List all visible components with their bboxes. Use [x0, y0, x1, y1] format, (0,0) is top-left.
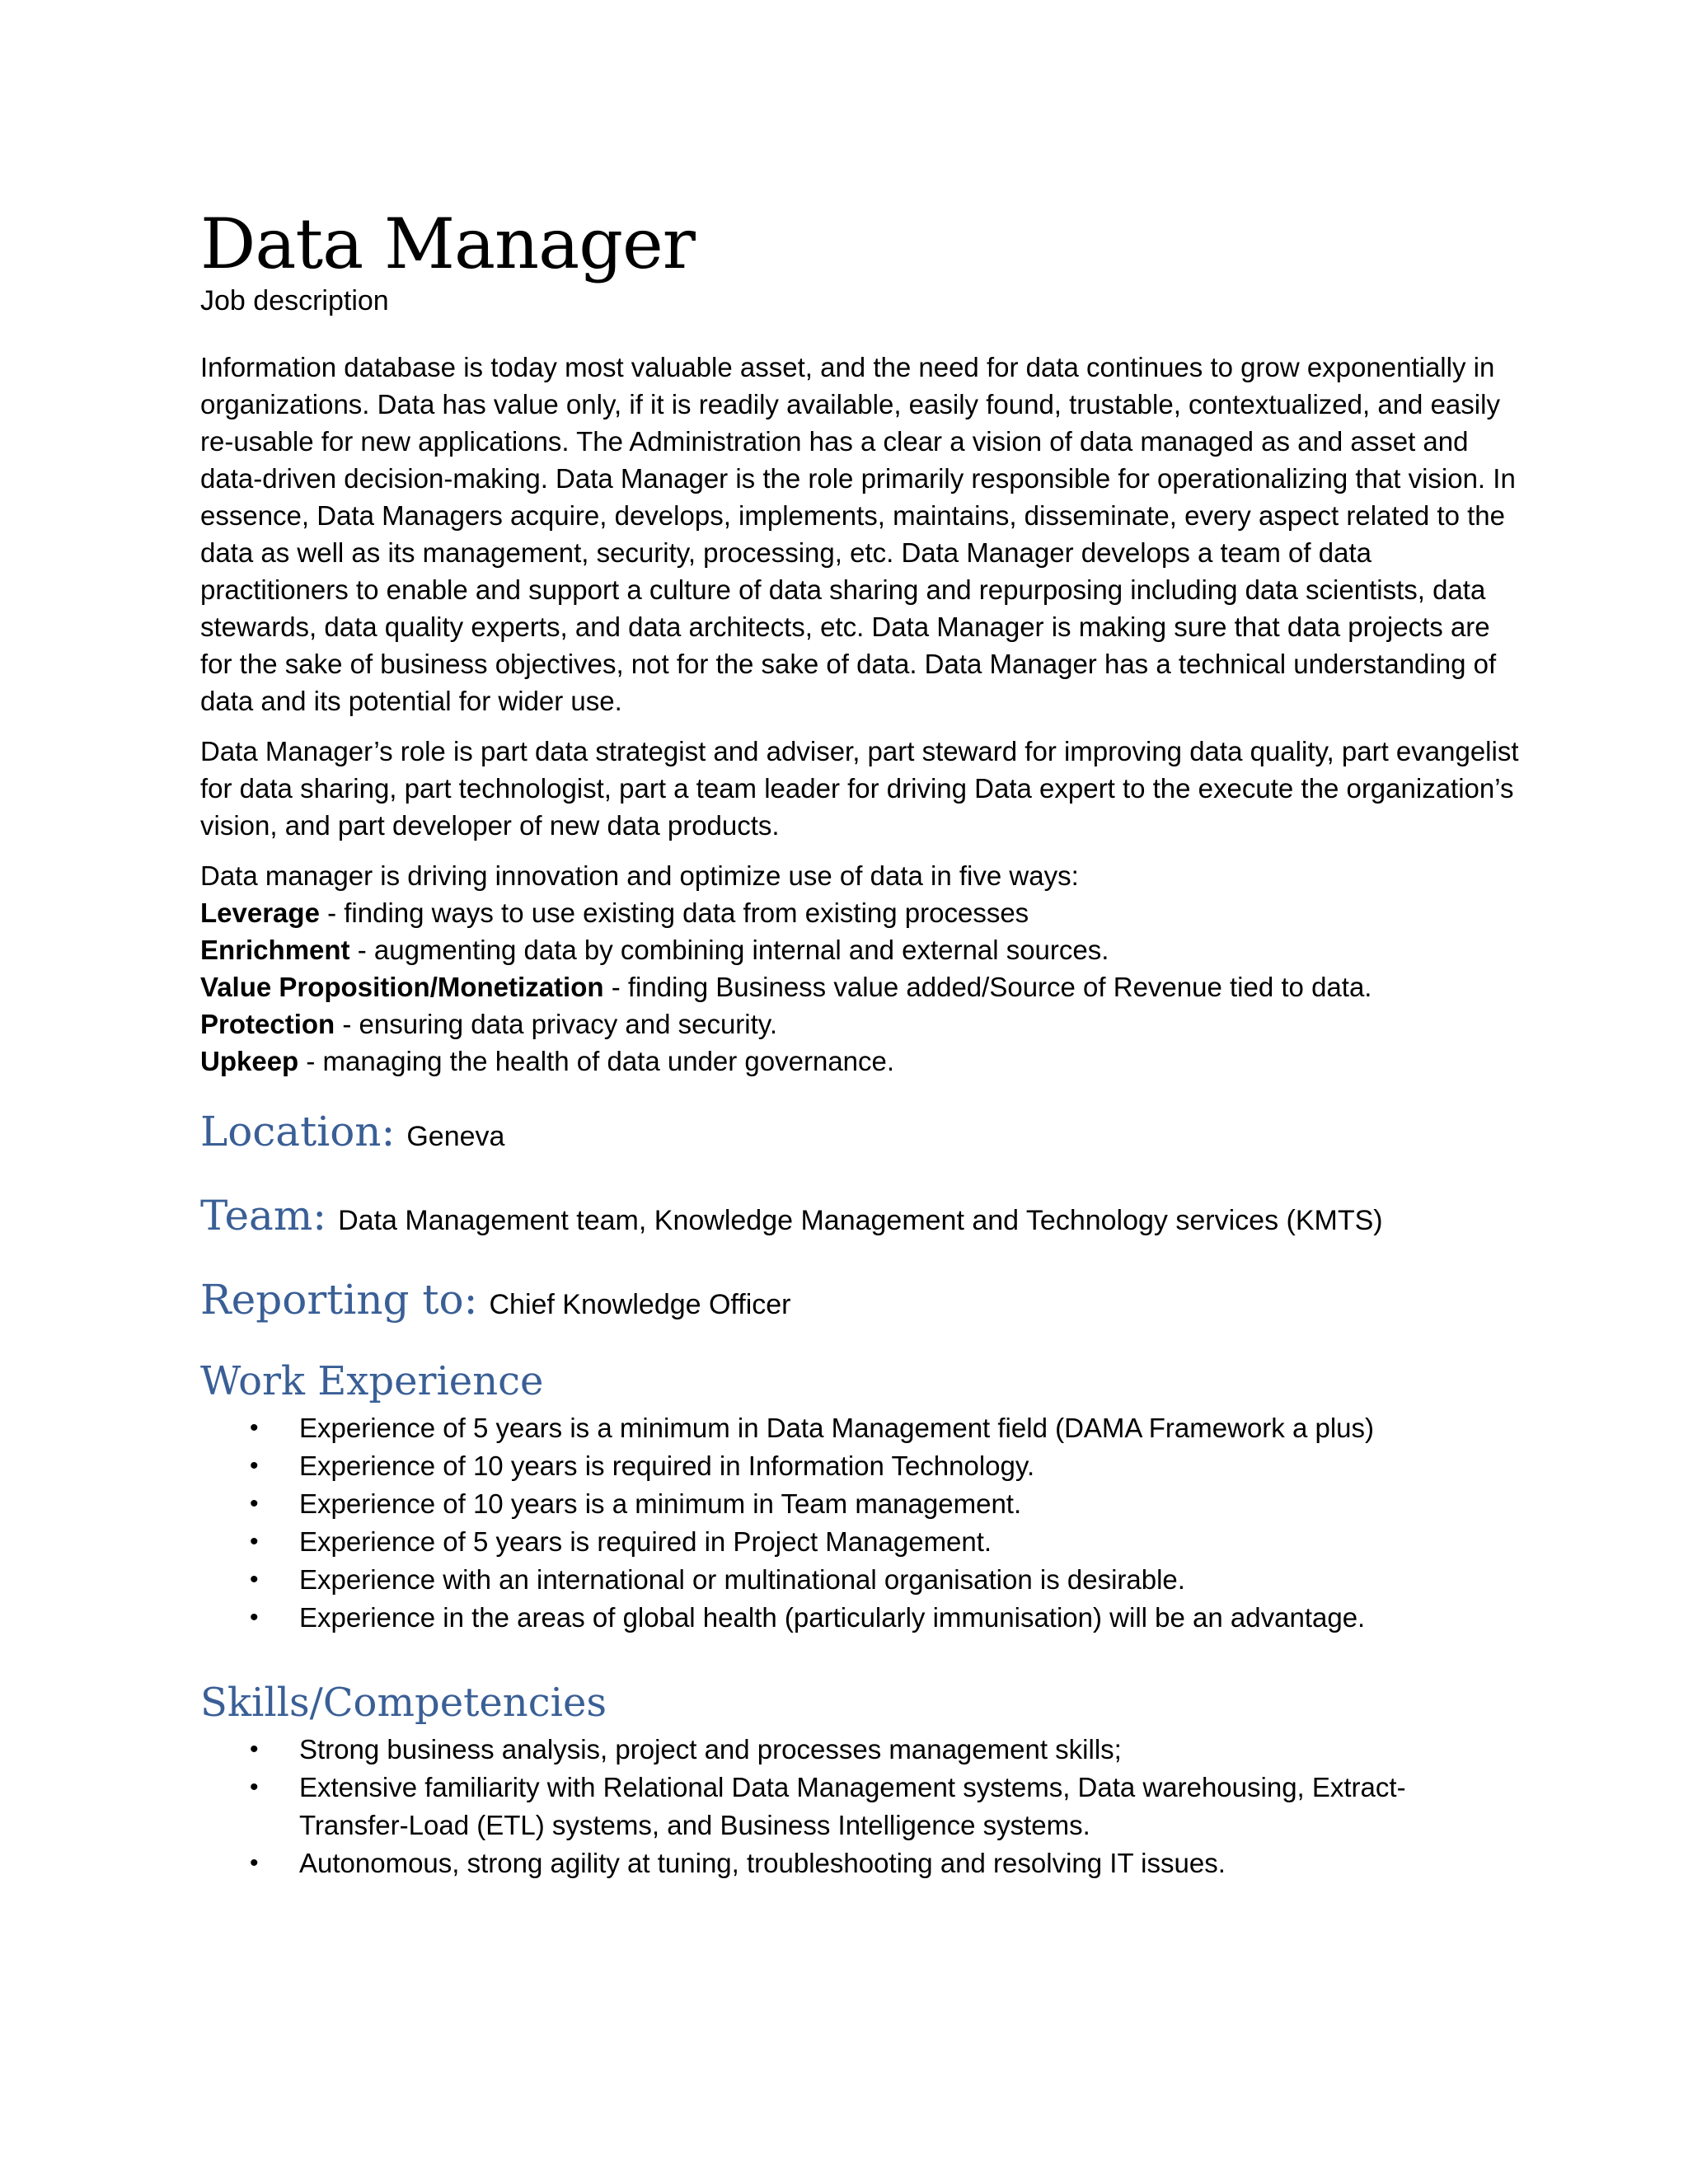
list-item-text: Extensive familiarity with Relational Data Management systems, Data warehousing, Extract-Transfer-Load (ETL) systems, and Business Intelligence systems. [299, 1772, 1406, 1840]
list-item [250, 1409, 1523, 1447]
list-item [250, 1599, 1523, 1637]
list-item [250, 1731, 1523, 1769]
way-item-leverage [200, 894, 1523, 931]
list-item [250, 1769, 1523, 1844]
role-paragraph: Data Manager’s role is part data strategist and adviser, part steward for improving data quality, part evangelist for data sharing, part technologist, part a team leader for driving Data expert to the execute the organization’s vision, and part developer of new data products. [200, 736, 1519, 841]
location-label: Location: [200, 1108, 396, 1155]
skills-list [200, 1731, 1523, 1882]
list-item-text: Autonomous, strong agility at tuning, troubleshooting and resolving IT issues. [299, 1848, 1226, 1878]
skills-heading: Skills/Competencies [200, 1680, 607, 1726]
page-title: Data Manager [200, 204, 695, 284]
bullet-icon: • [250, 1528, 259, 1555]
way-item-upkeep [200, 1043, 1523, 1080]
way-term: Enrichment [200, 935, 350, 965]
reporting-value: Chief Knowledge Officer [489, 1289, 791, 1320]
list-item-text: Strong business analysis, project and processes management skills; [299, 1734, 1122, 1765]
work-experience-list [200, 1409, 1523, 1637]
work-experience-heading: Work Experience [200, 1358, 544, 1404]
list-item-text: Experience in the areas of global health (particularly immunisation) will be an advantage. [299, 1602, 1366, 1633]
intro-paragraph: Information database is today most valuable asset, and the need for data continues to grow exponentially in organizations. Data has value only, if it is readily available, easily found, trustable, contextualized, and easily re-usable for new applications. The Administration has a clear a vision of data managed as and asset and data-driven decision-making. Data Manager is the role primarily responsible for operationalizing that vision. In essence, Data Managers acquire, develops, implements, maintains, disseminate, every aspect related to the data as well as its management, security, processing, etc. Data Manager develops a team of data practitioners to enable and support a culture of data sharing and repurposing including data scientists, data stewards, data quality experts, and data architects, etc. Data Manager is making sure that data projects are for the sake of business objectives, not for the sake of data. Data Manager has a technical understanding of data and its potential for wider use. [200, 352, 1516, 716]
bullet-icon: • [250, 1604, 259, 1631]
team-label: Team: [200, 1192, 327, 1240]
bullet-icon: • [250, 1774, 259, 1801]
bullet-icon: • [250, 1566, 259, 1593]
way-desc: - managing the health of data under governance. [298, 1046, 895, 1076]
bullet-icon: • [250, 1849, 259, 1877]
way-desc: - finding ways to use existing data from existing processes [319, 898, 1029, 928]
way-term: Leverage [200, 898, 320, 928]
ways-intro: Data manager is driving innovation and optimize use of data in five ways: [200, 860, 1079, 891]
ways-block [200, 857, 1523, 1080]
list-item-text: Experience of 5 years is a minimum in Data Management field (DAMA Framework a plus) [299, 1413, 1374, 1443]
list-item [250, 1523, 1523, 1561]
bullet-icon: • [250, 1452, 259, 1479]
page-subtitle: Job description [200, 285, 389, 316]
way-desc: - ensuring data privacy and security. [335, 1009, 778, 1039]
way-desc: - augmenting data by combining internal and external sources. [349, 935, 1109, 965]
way-term: Protection [200, 1009, 335, 1039]
way-item-protection [200, 1005, 1523, 1043]
way-desc: - finding Business value added/Source of Revenue tied to data. [603, 972, 1372, 1002]
team-row [200, 1192, 1523, 1240]
way-term: Upkeep [200, 1046, 299, 1076]
way-item-enrichment [200, 931, 1523, 968]
way-item-value-proposition [200, 968, 1523, 1005]
location-row [200, 1108, 1523, 1155]
reporting-row [200, 1276, 1523, 1324]
list-item-text: Experience of 5 years is required in Project Management. [299, 1526, 992, 1557]
way-term: Value Proposition/Monetization [200, 972, 604, 1002]
bullet-icon: • [250, 1736, 259, 1763]
bullet-icon: • [250, 1414, 259, 1441]
list-item-text: Experience with an international or multinational organisation is desirable. [299, 1564, 1185, 1595]
location-value: Geneva [406, 1121, 505, 1152]
team-value: Data Management team, Knowledge Management and Technology services (KMTS) [338, 1205, 1383, 1236]
list-item [250, 1844, 1523, 1882]
bullet-icon: • [250, 1490, 259, 1517]
list-item [250, 1485, 1523, 1523]
list-item-text: Experience of 10 years is required in Information Technology. [299, 1451, 1035, 1481]
list-item [250, 1447, 1523, 1485]
list-item [250, 1561, 1523, 1599]
reporting-label: Reporting to: [200, 1276, 478, 1324]
list-item-text: Experience of 10 years is a minimum in Team management. [299, 1488, 1022, 1519]
